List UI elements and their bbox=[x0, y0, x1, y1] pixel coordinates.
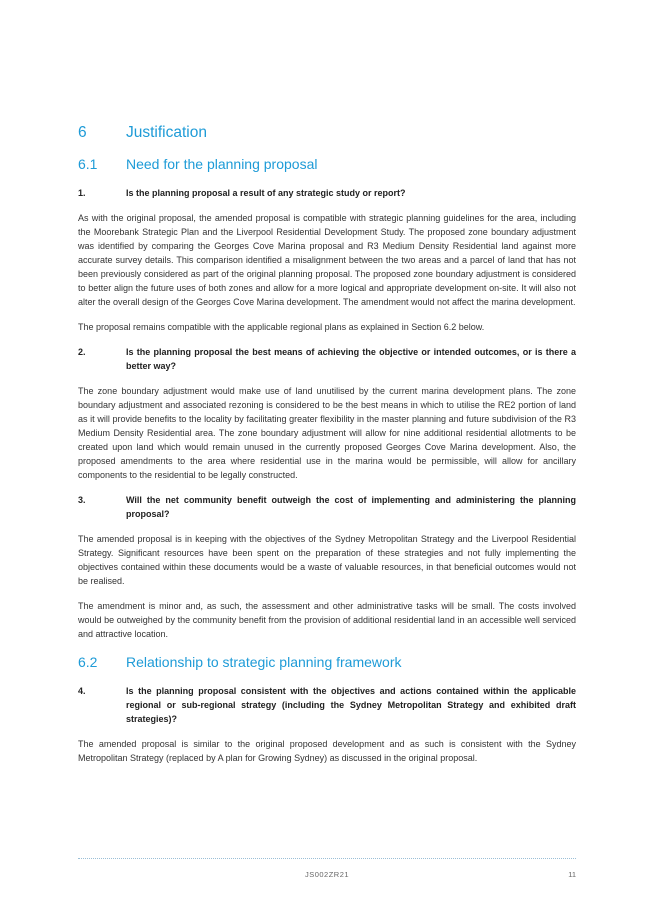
question-4 bbox=[78, 684, 576, 726]
page-content bbox=[78, 122, 576, 776]
section-title: Justification bbox=[126, 124, 207, 141]
question-text: Will the net community benefit outweigh the cost of implementing and administering the planning proposal? bbox=[126, 495, 576, 519]
paragraph: The proposal remains compatible with the applicable regional plans as explained in Section 6.2 below. bbox=[78, 322, 485, 332]
page-number: 11 bbox=[568, 870, 576, 879]
section-heading bbox=[78, 122, 576, 144]
question-1 bbox=[78, 186, 576, 200]
subsection-number: 6.2 bbox=[78, 654, 98, 670]
question-number: 4. bbox=[78, 686, 86, 696]
question-number: 1. bbox=[78, 188, 86, 198]
question-text: Is the planning proposal the best means of achieving the objective or intended outcomes, or is there a better way? bbox=[126, 347, 576, 371]
section-number: 6 bbox=[78, 124, 87, 141]
subsection-title: Relationship to strategic planning framework bbox=[126, 654, 402, 670]
paragraph: As with the original proposal, the amended proposal is compatible with strategic planning guidelines for the area, including the Moorebank Strategic Plan and the Liverpool Residential Development Study. The proposed zone boundary adjustment was identified by comparing the Georges Cove Marina proposal and R3 Medium Density Residential land against more accurate survey details. This comparison identified a misalignment between the two areas and a parcel of land that has not been previously considered as part of the original planning proposal. The proposed zone boundary adjustment is considered to better align the future uses of both zones and allow for a more logical and appropriate development on-site. It will also not alter the overall design of the Georges Cove Marina development. The amendment would not affect the marina development. bbox=[78, 213, 576, 307]
paragraph: The zone boundary adjustment would make use of land unutilised by the current marina development plans. The zone boundary adjustment and associated rezoning is considered to be the best means in which to utilise the RE2 portion of land as it will provide benefits to the locality by facilitating greater flexibility in the master planning and future subdivision of the R3 Medium Density Residential area. The zone boundary adjustment will allow for nine additional residential allotments to be created upon land which would remain unused in the currently proposed Georges Cove Marina development. Also, the proposed amendments to the area where residential use in the marina would be permissible, will allow for ancillary components to the residential to be legally constructed. bbox=[78, 386, 576, 480]
question-2 bbox=[78, 345, 576, 373]
paragraph: The amended proposal is in keeping with the objectives of the Sydney Metropolitan Strategy and the Liverpool Residential Strategy. Significant resources have been spent on the preparation of these strategies and not fully implementing the objectives contained within these documents would be a waste of valuable resources, in that beneficial outcomes would not be realised. bbox=[78, 534, 576, 586]
subsection-heading-6-1 bbox=[78, 154, 576, 174]
question-3 bbox=[78, 493, 576, 521]
subsection-heading-6-2 bbox=[78, 652, 576, 672]
paragraph: The amended proposal is similar to the original proposed development and as such is consistent with the Sydney Metropolitan Strategy (replaced by A plan for Growing Sydney) as discussed in the original proposal. bbox=[78, 739, 576, 763]
page-footer bbox=[78, 858, 576, 879]
document-code: JS002ZR21 bbox=[304, 870, 350, 879]
subsection-number: 6.1 bbox=[78, 156, 98, 172]
paragraph: The amendment is minor and, as such, the assessment and other administrative tasks will be small. The costs involved would be outweighed by the community benefit from the provision of additional residential land in an accessible well serviced and attractive location. bbox=[78, 601, 576, 639]
question-text: Is the planning proposal a result of any strategic study or report? bbox=[126, 188, 406, 198]
subsection-title: Need for the planning proposal bbox=[126, 156, 318, 172]
question-text: Is the planning proposal consistent with the objectives and actions contained within the applicable regional or sub-regional strategy (including the Sydney Metropolitan Strategy and exhibited draft strategies)? bbox=[126, 686, 576, 724]
question-number: 2. bbox=[78, 347, 86, 357]
question-number: 3. bbox=[78, 495, 86, 505]
